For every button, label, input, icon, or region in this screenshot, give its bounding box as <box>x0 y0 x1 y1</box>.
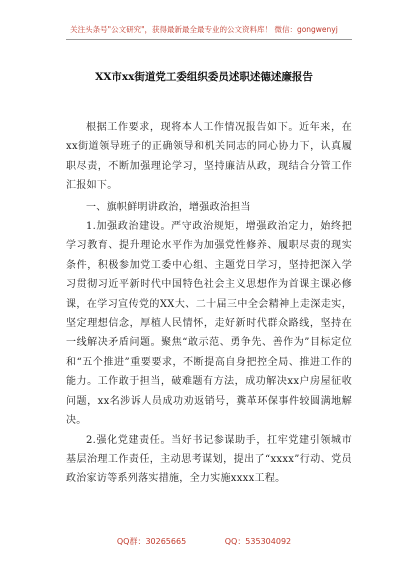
body-paragraph-2: 2.强化党建责任。当好书记参谋助手，扛牢党建引领城市基层治理工作责任，主动思考谋划，提出了“xxxx”行动、党员政治家访等系列落实措施，全力实施xxxx工程。 <box>66 434 352 485</box>
header-banner: 关注头条号"公文研究"，获得最新最全最专业的公文资料库！ 微信：gongwenyj <box>70 25 338 34</box>
footer-qq: QQ：535304092 <box>224 537 292 546</box>
document-title: XX市xx街道党工委组织委员述职述德述廉报告 <box>95 71 313 83</box>
header-divider <box>66 39 352 40</box>
body-paragraph-1: 1.加强政治建设。严守政治规矩，增强政治定力，始终把学习教育、提升理论水平作为加强党性修养、履职尽责的现实条件，积极参加党工委中心组、主题党日学习，坚持把深入学习贯彻习近平新时代中国特色社会主义思想作为首课主课必修课，在学习宣传党的XX大、二十届三中全会精神上走深走实，坚定理想信念，厚植人民情怀，走好新时代群众路线，坚持在一线解决矛盾问题。聚焦“敢示范、勇争先、善作为”目标定位和“五个推进”重要要求，不断提高自身把控全局、推进工作的能力。工作敢于担当，破难题有方法，成功解决xx户房屋征收问题，xx名涉诉人员成功劝返销号，糞革环保事件较圆满地解决。 <box>66 221 352 427</box>
document-body <box>66 118 352 489</box>
footer-qq-group: QQ群：30265665 <box>116 537 187 546</box>
section-heading: 一、旗帜鲜明讲政治，增强政治担当 <box>86 201 251 213</box>
footer-contact <box>0 536 408 547</box>
intro-paragraph: 根据工作要求，现将本人工作情况报告如下。近年来，在xx街道领导班子的正确领导和机关同志的同心协力下，认真履职尽责，不断加强理论学习，坚持廉洁从政，现结合分管工作汇报如下。 <box>66 122 352 192</box>
